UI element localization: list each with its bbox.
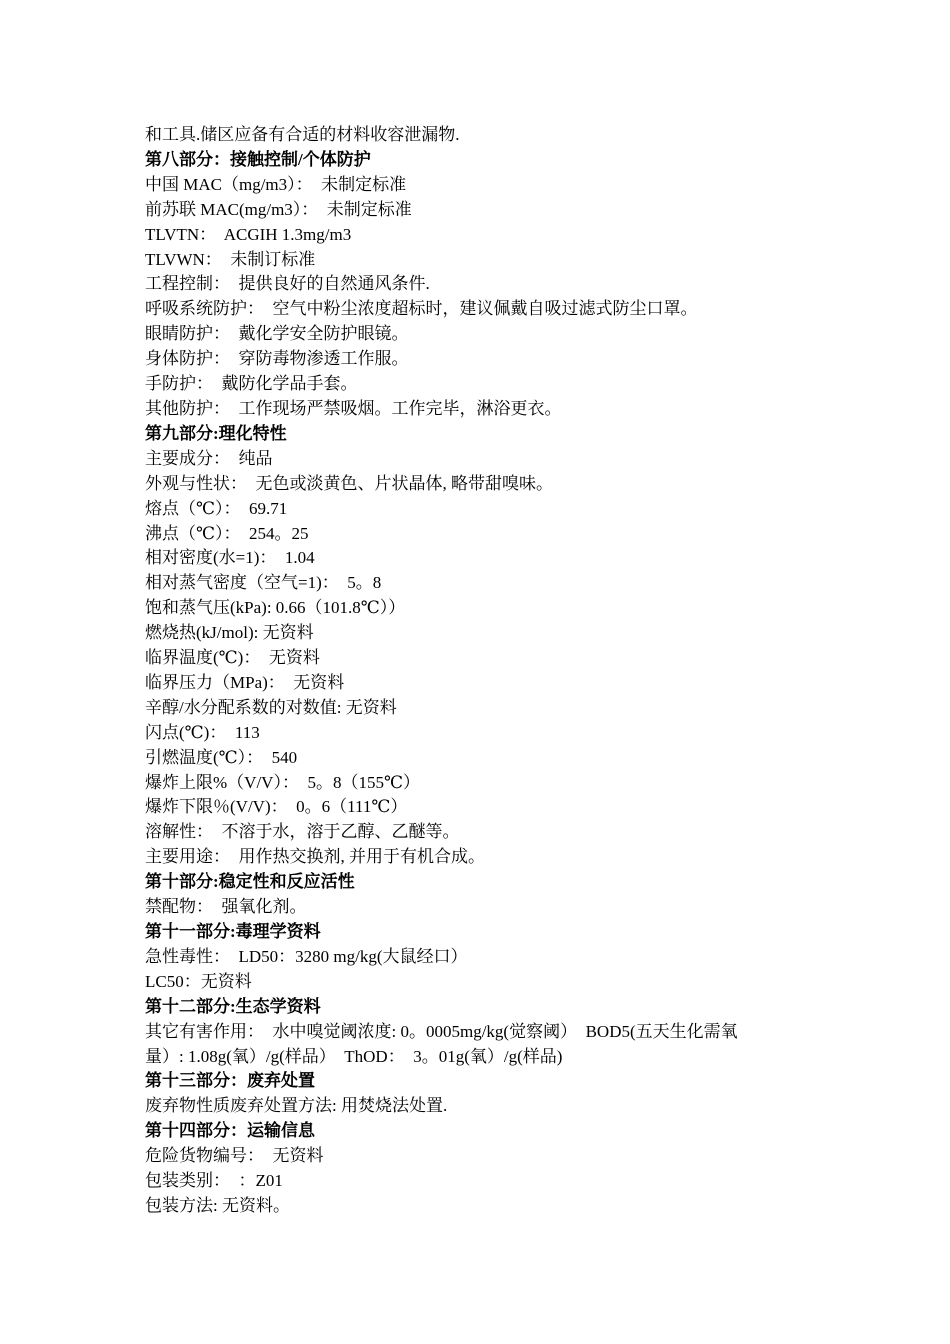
- text-line: 手防护： 戴防化学品手套。: [145, 374, 358, 394]
- text-line: TLVTN： ACGIH 1.3mg/m3: [145, 224, 352, 244]
- text-line: 外观与性状： 无色或淡黄色、片状晶体, 略带甜嗅味。: [145, 473, 553, 493]
- section-heading-9: 第九部分:理化特性: [145, 423, 287, 443]
- text-line: 爆炸上限%（V/V）： 5。8（155℃）: [145, 772, 420, 792]
- text-line: 危险货物编号： 无资料: [145, 1146, 324, 1166]
- text-line: 相对蒸气密度（空气=1)： 5。8: [145, 573, 382, 593]
- section-heading-12: 第十二部分:生态学资料: [145, 996, 321, 1016]
- section-heading-8: 第八部分：接触控制/个体防护: [145, 149, 371, 169]
- section-heading-10: 第十部分:稳定性和反应活性: [145, 872, 355, 892]
- text-line: 前苏联 MAC(mg/m3）： 未制定标准: [145, 199, 412, 219]
- text-line: 身体防护： 穿防毒物渗透工作服。: [145, 349, 409, 369]
- text-line: 呼吸系统防护： 空气中粉尘浓度超标时，建议佩戴自吸过滤式防尘口罩。: [145, 299, 698, 319]
- text-line: 临界温度(℃)： 无资料: [145, 648, 320, 668]
- document-page: [145, 123, 835, 1219]
- text-line: 引燃温度(℃）： 540: [145, 747, 298, 767]
- text-line: 饱和蒸气压(kPa): 0.66（101.8℃））: [145, 598, 406, 618]
- text-line: 工程控制： 提供良好的自然通风条件.: [145, 274, 430, 294]
- text-line: TLVWN： 未制订标准: [145, 249, 316, 269]
- section-heading-11: 第十一部分:毒理学资料: [145, 922, 321, 941]
- text-line: 熔点（℃）： 69.71: [145, 498, 288, 518]
- text-line: 中国 MAC（mg/m3）： 未制定标准: [145, 174, 407, 194]
- text-line: 包装类别： ：Z01: [145, 1171, 283, 1191]
- text-line: 废弃物性质废弃处置方法: 用焚烧法处置.: [145, 1096, 448, 1116]
- text-line: 其它有害作用： 水中嗅觉阈浓度: 0。0005mg/kg(觉察阈） BOD5(五天生化需氧: [145, 1021, 738, 1041]
- text-line: LC50：无资料: [145, 971, 252, 991]
- text-line: 燃烧热(kJ/mol): 无资料: [145, 623, 314, 643]
- text-line: 眼睛防护： 戴化学安全防护眼镜。: [145, 324, 409, 344]
- text-line: 辛醇/水分配系数的对数值: 无资料: [145, 697, 397, 717]
- text-line: 临界压力（MPa)： 无资料: [145, 672, 345, 692]
- text-line: 爆炸下限％(V/V)： 0。6（111℃）: [145, 797, 408, 817]
- text-line: 主要用途： 用作热交换剂, 并用于有机合成。: [145, 847, 485, 867]
- text-line: 沸点（℃）： 254。25: [145, 523, 309, 543]
- text-line: 和工具.储区应备有合适的材料收容泄漏物.: [145, 125, 460, 144]
- text-line: 溶解性： 不溶于水，溶于乙醇、乙醚等。: [145, 822, 460, 842]
- text-line: 相对密度(水=1)： 1.04: [145, 548, 315, 568]
- text-line: 其他防护： 工作现场严禁吸烟。工作完毕，淋浴更衣。: [145, 398, 562, 418]
- text-line: 急性毒性： LD50：3280 mg/kg(大鼠经口）: [145, 946, 468, 966]
- text-line: 主要成分： 纯品: [145, 448, 273, 468]
- text-line: 包装方法: 无资料。: [145, 1195, 290, 1215]
- section-heading-14: 第十四部分：运输信息: [145, 1121, 315, 1141]
- text-line: 闪点(℃)： 113: [145, 722, 260, 742]
- text-line: 量）: 1.08g(氧）/g(样品） ThOD： 3。01g(氧）/g(样品): [145, 1046, 563, 1066]
- section-heading-13: 第十三部分：废弃处置: [145, 1071, 315, 1091]
- text-line: 禁配物： 强氧化剂。: [145, 897, 307, 917]
